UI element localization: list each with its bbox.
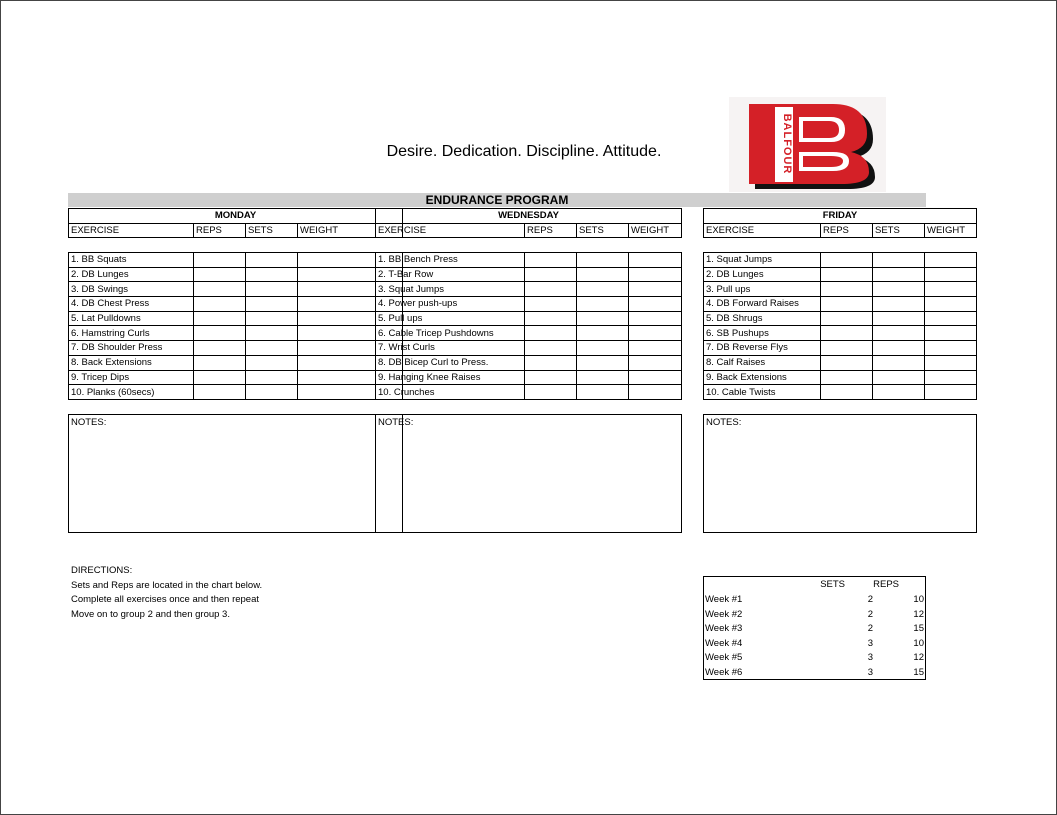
reps-cell[interactable] (821, 385, 873, 400)
weight-cell[interactable] (629, 341, 682, 356)
week-reps: 10 (913, 637, 924, 649)
weight-cell[interactable] (629, 297, 682, 312)
exercise-name: 5. DB Shrugs (704, 311, 821, 326)
column-header: REPS (821, 223, 873, 238)
weight-cell[interactable] (925, 297, 977, 312)
sets-cell[interactable] (577, 267, 629, 282)
exercise-name: 5. Pull ups (376, 311, 525, 326)
week-row (705, 652, 925, 666)
weight-cell[interactable] (925, 326, 977, 341)
exercise-row (376, 385, 682, 400)
balfour-logo-icon (729, 97, 886, 192)
sets-cell[interactable] (873, 326, 925, 341)
reps-cell[interactable] (821, 267, 873, 282)
balfour-logo (729, 97, 886, 192)
sets-cell[interactable] (246, 370, 298, 385)
weight-cell[interactable] (629, 253, 682, 268)
exercise-row (376, 282, 682, 297)
notes-box[interactable] (703, 414, 977, 533)
reps-cell[interactable] (821, 341, 873, 356)
exercise-name: 2. DB Lunges (69, 267, 194, 282)
exercise-name: 2. DB Lunges (704, 267, 821, 282)
exercise-name: 10. Crunches (376, 385, 525, 400)
exercise-name: 8. Back Extensions (69, 355, 194, 370)
exercise-row (376, 253, 682, 268)
reps-cell[interactable] (194, 253, 246, 268)
exercise-name: 8. Calf Raises (704, 355, 821, 370)
reps-cell[interactable] (194, 297, 246, 312)
exercise-name: 1. Squat Jumps (704, 253, 821, 268)
exercise-name: 4. DB Forward Raises (704, 297, 821, 312)
weight-cell[interactable] (925, 370, 977, 385)
weeks-header-reps: REPS (873, 579, 899, 590)
exercise-row (69, 341, 403, 356)
sets-cell[interactable] (873, 385, 925, 400)
week-row (705, 609, 925, 623)
notes-label: NOTES: (378, 417, 414, 428)
sets-cell[interactable] (873, 282, 925, 297)
weight-cell[interactable] (629, 311, 682, 326)
reps-cell[interactable] (821, 297, 873, 312)
sets-cell[interactable] (873, 267, 925, 282)
column-header: WEIGHT (298, 223, 403, 238)
exercise-name: 6. SB Pushups (704, 326, 821, 341)
week-label: Week #2 (705, 608, 743, 620)
notes-box[interactable] (68, 414, 403, 533)
sets-cell[interactable] (577, 370, 629, 385)
sets-cell[interactable] (577, 311, 629, 326)
column-header: WEIGHT (925, 223, 977, 238)
column-header: EXERCISE (376, 223, 525, 238)
exercise-name: 3. Pull ups (704, 282, 821, 297)
exercise-row (69, 370, 403, 385)
sets-cell[interactable] (246, 326, 298, 341)
column-header: REPS (194, 223, 246, 238)
sets-cell[interactable] (873, 253, 925, 268)
sets-cell[interactable] (577, 326, 629, 341)
reps-cell[interactable] (821, 326, 873, 341)
sets-cell[interactable] (246, 341, 298, 356)
column-header: SETS (577, 223, 629, 238)
day-name: MONDAY (69, 209, 403, 224)
weeks-header-sets: SETS (820, 579, 845, 590)
motto: Desire. Dedication. Discipline. Attitude. (386, 143, 662, 160)
week-sets: 3 (867, 637, 873, 649)
exercise-row (69, 253, 403, 268)
exercise-row (704, 385, 977, 400)
weight-cell[interactable] (629, 326, 682, 341)
exercise-row (69, 326, 403, 341)
exercise-row (704, 311, 977, 326)
weight-cell[interactable] (925, 355, 977, 370)
exercise-row (376, 297, 682, 312)
exercise-row (69, 355, 403, 370)
exercise-name: 8. DB Bicep Curl to Press. (376, 355, 525, 370)
exercise-name: 9. Hanging Knee Raises (376, 370, 525, 385)
exercise-row (376, 355, 682, 370)
exercise-row (69, 385, 403, 400)
weight-cell[interactable] (925, 267, 977, 282)
exercise-name: 5. Lat Pulldowns (69, 311, 194, 326)
sets-cell[interactable] (577, 385, 629, 400)
exercise-name: 7. DB Reverse Flys (704, 341, 821, 356)
reps-cell[interactable] (525, 355, 577, 370)
week-label: Week #1 (705, 594, 743, 605)
reps-cell[interactable] (821, 253, 873, 268)
exercise-row (704, 267, 977, 282)
exercise-name: 3. Squat Jumps (376, 282, 525, 297)
program-title: ENDURANCE PROGRAM (68, 193, 926, 207)
week-reps: 15 (913, 623, 924, 635)
reps-cell[interactable] (525, 253, 577, 268)
sets-cell[interactable] (577, 253, 629, 268)
week-label: Week #3 (705, 623, 743, 635)
reps-cell[interactable] (194, 341, 246, 356)
reps-cell[interactable] (821, 311, 873, 326)
exercise-row (704, 370, 977, 385)
reps-cell[interactable] (194, 370, 246, 385)
day-header-table (68, 208, 403, 238)
week-label: Week #6 (705, 667, 743, 678)
week-row (705, 623, 925, 637)
reps-cell[interactable] (525, 341, 577, 356)
exercise-name: 7. Wrist Curls (376, 341, 525, 356)
sets-cell[interactable] (246, 311, 298, 326)
sets-cell[interactable] (577, 297, 629, 312)
week-sets: 2 (867, 623, 873, 635)
exercise-name: 1. BB Squats (69, 253, 194, 268)
exercise-row (69, 297, 403, 312)
week-reps: 12 (913, 608, 924, 620)
column-header: SETS (873, 223, 925, 238)
reps-cell[interactable] (194, 267, 246, 282)
week-sets: 2 (867, 594, 873, 605)
weight-cell[interactable] (629, 282, 682, 297)
column-header: SETS (246, 223, 298, 238)
weight-cell[interactable] (925, 311, 977, 326)
week-reps: 12 (913, 652, 924, 664)
reps-cell[interactable] (525, 326, 577, 341)
exercise-row (704, 282, 977, 297)
weight-cell[interactable] (629, 370, 682, 385)
notes-label: NOTES: (71, 417, 107, 428)
sets-cell[interactable] (873, 341, 925, 356)
week-row (705, 667, 925, 681)
sets-cell[interactable] (246, 253, 298, 268)
sets-cell[interactable] (873, 370, 925, 385)
sets-cell[interactable] (873, 355, 925, 370)
exercise-name: 10. Planks (60secs) (69, 385, 194, 400)
sets-cell[interactable] (246, 355, 298, 370)
exercise-name: 7. DB Shoulder Press (69, 341, 194, 356)
weight-cell[interactable] (925, 282, 977, 297)
sets-cell[interactable] (246, 267, 298, 282)
directions-line: Sets and Reps are located in the chart below. (71, 579, 263, 591)
exercise-row (376, 370, 682, 385)
reps-cell[interactable] (194, 311, 246, 326)
exercise-table (68, 252, 403, 400)
exercise-row (704, 326, 977, 341)
week-reps: 15 (913, 667, 924, 678)
column-header: EXERCISE (704, 223, 821, 238)
weeks-table (703, 576, 926, 680)
reps-cell[interactable] (525, 297, 577, 312)
exercise-name: 9. Back Extensions (704, 370, 821, 385)
day-header-table (375, 208, 682, 238)
reps-cell[interactable] (525, 311, 577, 326)
weight-cell[interactable] (629, 385, 682, 400)
reps-cell[interactable] (194, 385, 246, 400)
column-header: WEIGHT (629, 223, 682, 238)
sets-cell[interactable] (873, 297, 925, 312)
directions-line: Complete all exercises once and then repeat (71, 594, 260, 606)
exercise-row (704, 253, 977, 268)
exercise-name: 9. Tricep Dips (69, 370, 194, 385)
column-header: EXERCISE (69, 223, 194, 238)
exercise-row (704, 341, 977, 356)
exercise-row (69, 267, 403, 282)
sets-cell[interactable] (577, 355, 629, 370)
reps-cell[interactable] (194, 326, 246, 341)
sets-cell[interactable] (577, 341, 629, 356)
sets-cell[interactable] (246, 282, 298, 297)
exercise-name: 1. BB Bench Press (376, 253, 525, 268)
week-sets: 2 (867, 608, 873, 620)
week-sets: 3 (867, 667, 873, 678)
reps-cell[interactable] (194, 355, 246, 370)
week-label: Week #4 (705, 637, 743, 649)
directions-line: Move on to group 2 and then group 3. (71, 608, 230, 620)
reps-cell[interactable] (525, 370, 577, 385)
weight-cell[interactable] (629, 267, 682, 282)
day-header-table (703, 208, 977, 238)
exercise-table (375, 252, 682, 400)
exercise-table (703, 252, 977, 400)
exercise-name: 2. T-Bar Row (376, 267, 525, 282)
week-reps: 10 (913, 594, 924, 605)
reps-cell[interactable] (194, 282, 246, 297)
directions-title: DIRECTIONS: (71, 565, 133, 576)
week-row (705, 594, 925, 608)
reps-cell[interactable] (821, 282, 873, 297)
exercise-row (376, 311, 682, 326)
sets-cell[interactable] (246, 297, 298, 312)
week-row (705, 638, 925, 652)
notes-label: NOTES: (706, 417, 742, 428)
reps-cell[interactable] (525, 282, 577, 297)
day-name: FRIDAY (704, 209, 977, 224)
exercise-row (69, 282, 403, 297)
exercise-name: 6. Cable Tricep Pushdowns (376, 326, 525, 341)
exercise-row (376, 326, 682, 341)
reps-cell[interactable] (525, 267, 577, 282)
sets-cell[interactable] (246, 385, 298, 400)
exercise-row (69, 311, 403, 326)
sets-cell[interactable] (577, 282, 629, 297)
weight-cell[interactable] (925, 253, 977, 268)
weight-cell[interactable] (629, 355, 682, 370)
notes-box[interactable] (375, 414, 682, 533)
exercise-row (376, 267, 682, 282)
directions (71, 564, 262, 622)
exercise-row (704, 297, 977, 312)
reps-cell[interactable] (821, 355, 873, 370)
exercise-name: 10. Cable Twists (704, 385, 821, 400)
exercise-row (376, 341, 682, 356)
exercise-name: 4. Power push-ups (376, 297, 525, 312)
week-sets: 3 (867, 652, 873, 664)
sets-cell[interactable] (873, 311, 925, 326)
column-header: REPS (525, 223, 577, 238)
exercise-row (704, 355, 977, 370)
exercise-name: 3. DB Swings (69, 282, 194, 297)
exercise-name: 4. DB Chest Press (69, 297, 194, 312)
reps-cell[interactable] (525, 385, 577, 400)
weeks-header-row (705, 579, 925, 593)
week-label: Week #5 (705, 652, 743, 664)
exercise-name: 6. Hamstring Curls (69, 326, 194, 341)
weight-cell[interactable] (925, 341, 977, 356)
reps-cell[interactable] (821, 370, 873, 385)
logo-vertical-text: BALFOUR (781, 113, 793, 175)
weight-cell[interactable] (925, 385, 977, 400)
day-name: WEDNESDAY (376, 209, 682, 224)
